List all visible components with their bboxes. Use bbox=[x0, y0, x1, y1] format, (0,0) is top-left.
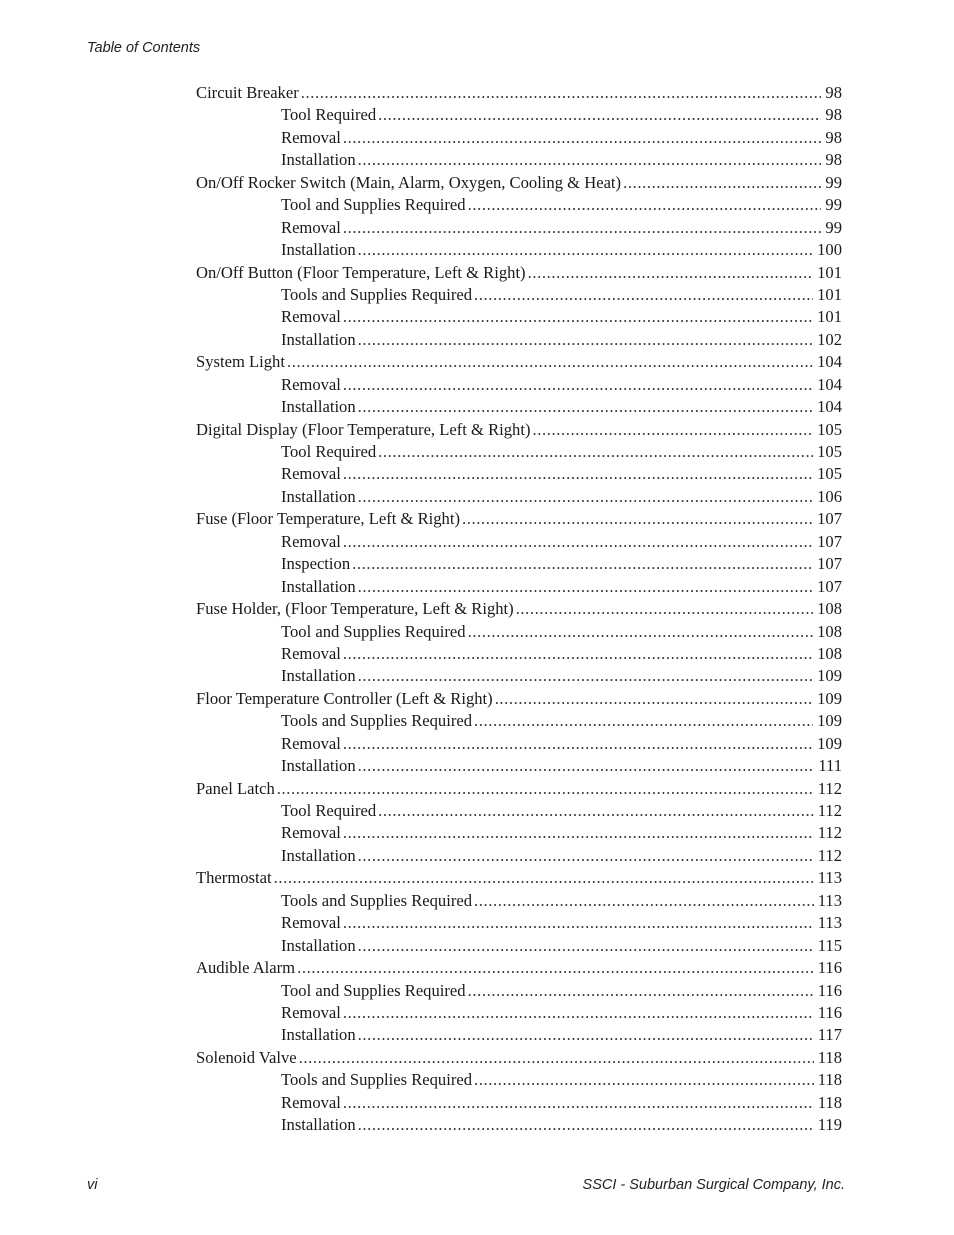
toc-entry[interactable] bbox=[196, 172, 842, 194]
toc-entry-page: 117 bbox=[817, 1025, 842, 1045]
toc-subentry[interactable] bbox=[196, 576, 842, 598]
toc-dot-leader bbox=[358, 239, 813, 261]
toc-entry-page: 112 bbox=[817, 778, 842, 798]
toc-entry-page: 100 bbox=[817, 240, 842, 260]
toc-dot-leader bbox=[358, 1114, 814, 1136]
toc-entry-title: On/Off Rocker Switch (Main, Alarm, Oxygen, Cooling & Heat) bbox=[196, 172, 622, 192]
toc-dot-leader bbox=[532, 419, 813, 441]
toc-subentry[interactable] bbox=[196, 396, 842, 418]
toc-entry-page: 108 bbox=[817, 621, 842, 641]
toc-dot-leader bbox=[528, 262, 814, 284]
toc-subentry[interactable] bbox=[196, 845, 842, 867]
toc-entry-title: Panel Latch bbox=[196, 778, 275, 798]
toc-dot-leader bbox=[474, 1069, 814, 1091]
toc-entry-title: Audible Alarm bbox=[196, 958, 296, 978]
toc-subentry[interactable] bbox=[196, 1114, 842, 1136]
toc-dot-leader bbox=[343, 531, 813, 553]
toc-dot-leader bbox=[343, 822, 814, 844]
toc-entry-title: Removal bbox=[281, 307, 341, 327]
toc-dot-leader bbox=[343, 643, 813, 665]
toc-entry-page: 98 bbox=[825, 150, 842, 170]
toc-subentry[interactable] bbox=[196, 553, 842, 575]
toc-entry-title: Tool and Supplies Required bbox=[281, 980, 466, 1000]
table-of-contents bbox=[196, 82, 842, 1137]
toc-entry-title: Removal bbox=[281, 531, 341, 551]
toc-entry-title: On/Off Button (Floor Temperature, Left & Right) bbox=[196, 262, 526, 282]
toc-subentry[interactable] bbox=[196, 1069, 842, 1091]
toc-entry-page: 119 bbox=[817, 1115, 842, 1135]
toc-dot-leader bbox=[358, 486, 813, 508]
toc-entry[interactable] bbox=[196, 508, 842, 530]
toc-entry-page: 116 bbox=[817, 1002, 842, 1022]
toc-dot-leader bbox=[378, 441, 813, 463]
toc-entry-page: 106 bbox=[817, 486, 842, 506]
toc-entry-page: 108 bbox=[817, 599, 842, 619]
toc-entry-title: Tool Required bbox=[281, 801, 377, 820]
toc-entry-title: Tools and Supplies Required bbox=[281, 284, 473, 304]
toc-dot-leader bbox=[474, 710, 813, 732]
toc-entry-title: Removal bbox=[281, 217, 341, 237]
toc-entry-page: 104 bbox=[817, 374, 842, 394]
toc-dot-leader bbox=[358, 396, 813, 418]
toc-subentry[interactable] bbox=[196, 621, 842, 643]
footer-company-name: SSCI - Suburban Surgical Company, Inc. bbox=[582, 1177, 845, 1193]
toc-entry-page: 118 bbox=[817, 1047, 842, 1067]
toc-entry-page: 108 bbox=[817, 643, 842, 663]
toc-dot-leader bbox=[358, 845, 814, 867]
toc-entry-page: 98 bbox=[825, 105, 842, 125]
toc-entry-title: Installation bbox=[281, 397, 356, 417]
toc-dot-leader bbox=[299, 1047, 814, 1069]
toc-entry-title: Removal bbox=[281, 374, 341, 394]
toc-entry-page: 107 bbox=[817, 531, 842, 551]
toc-dot-leader bbox=[462, 508, 813, 530]
toc-entry-page: 118 bbox=[817, 1092, 842, 1112]
toc-entry-page: 116 bbox=[817, 958, 842, 978]
toc-subentry[interactable] bbox=[196, 755, 842, 777]
toc-entry-title: Installation bbox=[281, 666, 356, 686]
toc-entry[interactable] bbox=[196, 688, 842, 710]
toc-entry-title: Installation bbox=[281, 329, 356, 349]
toc-entry-title: Removal bbox=[281, 464, 341, 484]
toc-entry[interactable] bbox=[196, 262, 842, 284]
toc-entry-page: 113 bbox=[817, 890, 842, 910]
toc-entry-title: Installation bbox=[281, 756, 356, 776]
toc-entry-title: Removal bbox=[281, 733, 341, 753]
toc-dot-leader bbox=[297, 957, 814, 979]
toc-entry-title: Installation bbox=[281, 1025, 356, 1045]
toc-entry-page: 104 bbox=[817, 397, 842, 417]
toc-subentry[interactable] bbox=[196, 486, 842, 508]
toc-dot-leader bbox=[343, 463, 813, 485]
toc-entry-title: Tools and Supplies Required bbox=[281, 711, 473, 731]
toc-entry-title: Tool and Supplies Required bbox=[281, 621, 466, 641]
toc-entry-title: Removal bbox=[281, 1092, 341, 1112]
toc-dot-leader bbox=[468, 980, 814, 1002]
toc-dot-leader bbox=[358, 329, 813, 351]
toc-dot-leader bbox=[274, 867, 814, 889]
toc-entry[interactable] bbox=[196, 419, 842, 441]
page-header-title: Table of Contents bbox=[87, 40, 201, 56]
footer-page-number: vi bbox=[87, 1177, 98, 1193]
toc-subentry[interactable] bbox=[196, 441, 842, 463]
toc-entry-title: Installation bbox=[281, 240, 356, 260]
toc-entry-page: 109 bbox=[817, 733, 842, 753]
toc-entry-page: 115 bbox=[817, 935, 842, 955]
toc-dot-leader bbox=[358, 576, 813, 598]
toc-dot-leader bbox=[343, 127, 821, 149]
toc-entry-page: 112 bbox=[817, 801, 842, 820]
toc-subentry[interactable] bbox=[196, 733, 842, 755]
toc-subentry[interactable] bbox=[196, 149, 842, 171]
toc-dot-leader bbox=[358, 149, 822, 171]
toc-dot-leader bbox=[468, 621, 814, 643]
toc-entry-title: Installation bbox=[281, 486, 356, 506]
toc-entry-title: Thermostat bbox=[196, 868, 272, 888]
toc-subentry[interactable] bbox=[196, 822, 842, 844]
toc-subentry[interactable] bbox=[196, 710, 842, 732]
toc-entry-title: Removal bbox=[281, 127, 341, 147]
toc-entry-title: Tools and Supplies Required bbox=[281, 890, 473, 910]
toc-dot-leader bbox=[358, 935, 814, 957]
toc-entry-page: 101 bbox=[817, 284, 842, 304]
toc-subentry[interactable] bbox=[196, 284, 842, 306]
toc-subentry[interactable] bbox=[196, 374, 842, 396]
toc-dot-leader bbox=[474, 284, 813, 306]
toc-entry-title: Removal bbox=[281, 1002, 341, 1022]
toc-entry-page: 104 bbox=[817, 352, 842, 372]
toc-entry[interactable] bbox=[196, 82, 842, 104]
toc-subentry[interactable] bbox=[196, 1024, 842, 1046]
toc-subentry[interactable] bbox=[196, 104, 842, 126]
toc-dot-leader bbox=[343, 374, 813, 396]
toc-dot-leader bbox=[378, 104, 821, 126]
toc-subentry[interactable] bbox=[196, 980, 842, 1002]
toc-entry-title: Tool Required bbox=[281, 442, 377, 461]
toc-entry-page: 116 bbox=[817, 980, 842, 1000]
toc-dot-leader bbox=[358, 665, 813, 687]
toc-entry-page: 111 bbox=[818, 756, 842, 776]
toc-entry-title: Solenoid Valve bbox=[196, 1047, 297, 1067]
toc-subentry[interactable] bbox=[196, 1002, 842, 1024]
toc-entry-page: 112 bbox=[817, 823, 842, 843]
toc-entry-title: Inspection bbox=[281, 554, 351, 574]
toc-dot-leader bbox=[474, 890, 814, 912]
toc-dot-leader bbox=[468, 194, 822, 216]
toc-dot-leader bbox=[378, 800, 814, 822]
toc-entry-title: System Light bbox=[196, 352, 285, 372]
toc-subentry[interactable] bbox=[196, 217, 842, 239]
toc-dot-leader bbox=[358, 1024, 814, 1046]
toc-entry-page: 105 bbox=[817, 419, 842, 439]
toc-entry-title: Digital Display (Floor Temperature, Left & Right) bbox=[196, 419, 531, 439]
toc-entry-page: 113 bbox=[817, 913, 842, 933]
toc-entry-title: Tool Required bbox=[281, 105, 377, 125]
toc-subentry[interactable] bbox=[196, 329, 842, 351]
toc-subentry[interactable] bbox=[196, 643, 842, 665]
toc-entry-page: 99 bbox=[825, 195, 842, 215]
toc-dot-leader bbox=[343, 306, 813, 328]
toc-entry-page: 102 bbox=[817, 329, 842, 349]
toc-entry-page: 112 bbox=[817, 845, 842, 865]
toc-entry-title: Removal bbox=[281, 823, 341, 843]
toc-entry-page: 101 bbox=[817, 262, 842, 282]
toc-entry-page: 109 bbox=[817, 711, 842, 731]
toc-dot-leader bbox=[343, 1002, 814, 1024]
toc-entry-page: 113 bbox=[817, 868, 842, 888]
toc-subentry[interactable] bbox=[196, 463, 842, 485]
toc-entry-page: 107 bbox=[817, 509, 842, 529]
toc-entry-title: Installation bbox=[281, 150, 356, 170]
toc-entry-page: 98 bbox=[825, 127, 842, 147]
toc-dot-leader bbox=[277, 778, 814, 800]
toc-dot-leader bbox=[343, 733, 813, 755]
toc-entry-page: 101 bbox=[817, 307, 842, 327]
toc-dot-leader bbox=[343, 912, 814, 934]
toc-subentry[interactable] bbox=[196, 665, 842, 687]
toc-entry-page: 105 bbox=[817, 464, 842, 484]
toc-dot-leader bbox=[516, 598, 813, 620]
toc-subentry[interactable] bbox=[196, 194, 842, 216]
toc-dot-leader bbox=[623, 172, 821, 194]
toc-entry-title: Fuse (Floor Temperature, Left & Right) bbox=[196, 509, 460, 529]
toc-dot-leader bbox=[352, 553, 813, 575]
toc-subentry[interactable] bbox=[196, 531, 842, 553]
toc-dot-leader bbox=[358, 755, 815, 777]
toc-dot-leader bbox=[301, 82, 822, 104]
toc-entry-title: Tools and Supplies Required bbox=[281, 1070, 473, 1090]
toc-entry-title: Removal bbox=[281, 913, 341, 933]
toc-entry[interactable] bbox=[196, 778, 842, 800]
toc-entry-page: 118 bbox=[817, 1070, 842, 1090]
toc-dot-leader bbox=[343, 217, 821, 239]
toc-subentry[interactable] bbox=[196, 912, 842, 934]
toc-entry-title: Installation bbox=[281, 1115, 356, 1135]
toc-entry-title: Installation bbox=[281, 845, 356, 865]
toc-entry-page: 107 bbox=[817, 554, 842, 574]
toc-dot-leader bbox=[343, 1092, 814, 1114]
toc-entry-title: Fuse Holder, (Floor Temperature, Left & Right) bbox=[196, 599, 514, 619]
toc-subentry[interactable] bbox=[196, 800, 842, 822]
toc-dot-leader bbox=[287, 351, 813, 373]
toc-entry[interactable] bbox=[196, 1047, 842, 1069]
toc-subentry[interactable] bbox=[196, 306, 842, 328]
toc-entry-page: 99 bbox=[825, 217, 842, 237]
toc-entry-page: 98 bbox=[825, 83, 842, 102]
toc-entry-page: 99 bbox=[825, 172, 842, 192]
toc-entry-page: 109 bbox=[817, 688, 842, 708]
toc-subentry[interactable] bbox=[196, 890, 842, 912]
toc-subentry[interactable] bbox=[196, 935, 842, 957]
toc-entry-page: 105 bbox=[817, 442, 842, 461]
toc-entry-page: 107 bbox=[817, 576, 842, 596]
toc-subentry[interactable] bbox=[196, 127, 842, 149]
toc-dot-leader bbox=[495, 688, 813, 710]
toc-entry[interactable] bbox=[196, 598, 842, 620]
toc-entry-title: Installation bbox=[281, 935, 356, 955]
toc-entry[interactable] bbox=[196, 351, 842, 373]
toc-entry-title: Circuit Breaker bbox=[196, 83, 299, 102]
toc-entry[interactable] bbox=[196, 957, 842, 979]
toc-subentry[interactable] bbox=[196, 1092, 842, 1114]
toc-entry-title: Tool and Supplies Required bbox=[281, 195, 466, 215]
toc-entry-title: Floor Temperature Controller (Left & Right) bbox=[196, 688, 493, 708]
toc-entry-title: Installation bbox=[281, 576, 356, 596]
toc-entry-title: Removal bbox=[281, 643, 341, 663]
toc-entry-page: 109 bbox=[817, 666, 842, 686]
toc-entry[interactable] bbox=[196, 867, 842, 889]
toc-subentry[interactable] bbox=[196, 239, 842, 261]
